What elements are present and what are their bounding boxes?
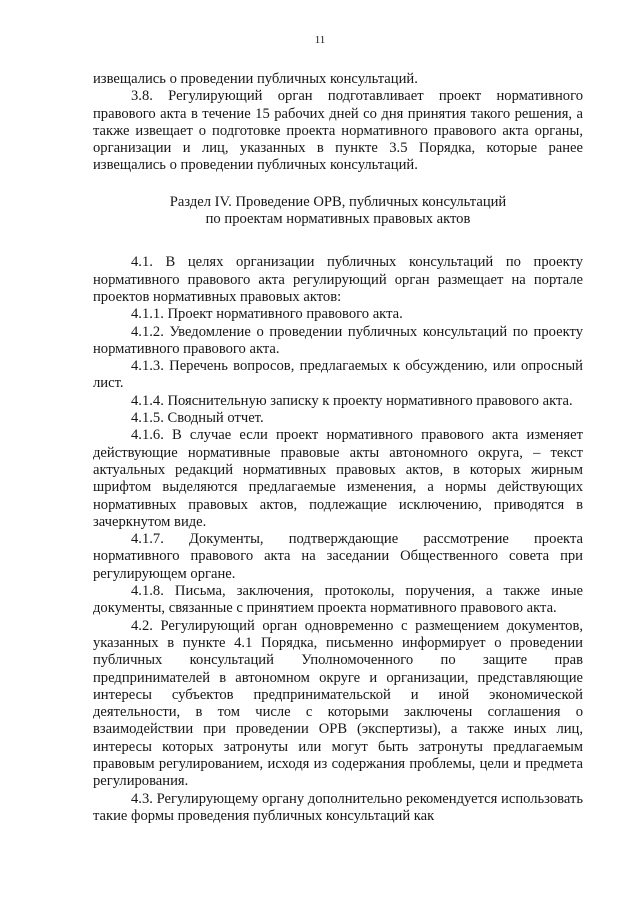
paragraph-4-2: 4.2. Регулирующий орган одновременно с размещением документов, указанных в пункте 4.1 Порядка, письменно информирует о проведении публичных консультаций Уполномоченного по защите прав предпринимателей в автономном округе и организации, представляющие интересы субъектов предпринимательской и иной экономической деятельности, в том числе с которыми заключены соглашения о взаимодействии при проведении ОРВ (экспертизы), а также иных лиц, интересы которых затронуты или могут быть затронуты предлагаемым правовым регулированием, исходя из содержания проблемы, цели и предмета регулирования. [93,617,583,790]
paragraph-continuation: извещались о проведении публичных консультаций. [93,71,418,87]
paragraph-4-1-8: 4.1.8. Письма, заключения, протоколы, поручения, а также иные документы, связанные с принятием проекта нормативного правового акта. [93,583,583,617]
paragraph-4-1-2: 4.1.2. Уведомление о проведении публичных консультаций по проекту нормативного правового акта. [93,323,583,357]
document-body [93,71,583,825]
paragraph-4-1-3: 4.1.3. Перечень вопросов, предлагаемых к обсуждению, или опросный лист. [93,358,583,392]
paragraph-4-1-5: 4.1.5. Сводный отчет. [131,410,264,427]
paragraph-4-1-4: 4.1.4. Пояснительную записку к проекту нормативного правового акта. [131,392,573,409]
paragraph-4-1-7: 4.1.7. Документы, подтверждающие рассмотрение проекта нормативного правового акта на заседании Общественного совета при регулирующем органе. [93,531,583,582]
paragraph-4-1: 4.1. В целях организации публичных консультаций по проекту нормативного правового акта регулирующий орган размещает на портале проектов нормативных правовых актов: [93,254,583,305]
paragraph-4-1-6: 4.1.6. В случае если проект нормативного правового акта изменяет действующие нормативные правовые акты автономного округа, – текст актуальных редакций нормативных правовых актов, в которых жирным шрифтом выделяются предлагаемые изменения, а нормы действующих нормативных правовых актов, подлежащие исключению, приводятся в зачеркнутом виде. [93,427,583,530]
paragraph-4-3: 4.3. Регулирующему органу дополнительно рекомендуется использовать такие формы проведения публичных консультаций как [93,790,583,824]
page-number: 11 [314,34,326,46]
section-heading-line1: Раздел IV. Проведение ОРВ, публичных консультаций [169,193,507,210]
section-heading-line2: по проектам нормативных правовых актов [205,211,471,228]
paragraph-3-8: 3.8. Регулирующий орган подготавливает проект нормативного правового акта в течение 15 рабочих дней со дня принятия такого решения, а также извещает о подготовке проекта нормативного правового акта органы, организации и лиц, указанных в пункте 3.5 Порядка, которые ранее извещались о проведении публичных консультаций. [93,88,583,174]
section-heading [93,194,583,229]
paragraph-4-1-1: 4.1.1. Проект нормативного правового акта. [131,306,403,323]
